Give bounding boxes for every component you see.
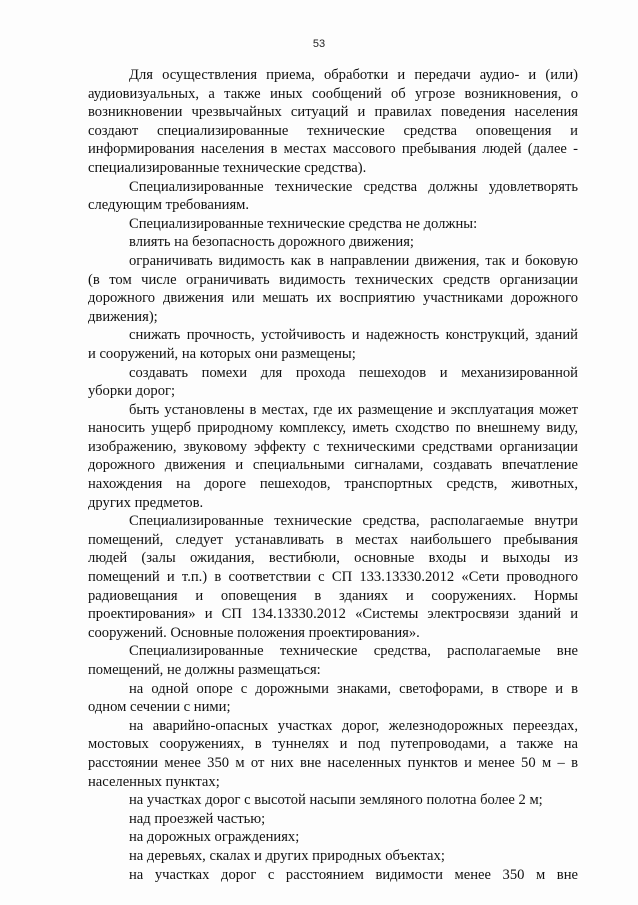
- text-line: специализированные технические средства).: [88, 159, 367, 176]
- text-line: помещений, следует устанавливать в местах наибольшего пребывания: [88, 531, 578, 548]
- text-line: уборки дорог;: [88, 383, 176, 400]
- text-line: людей (залы ожидания, вестибюли, основные входы и выходы из: [88, 550, 578, 567]
- text-line: создавать помехи для прохода пешеходов и механизированной: [129, 364, 578, 381]
- text-line: наносить ущерб природному комплексу, иметь сходство по внешнему виду,: [88, 420, 578, 437]
- text-line: населенных пунктах;: [88, 773, 220, 790]
- text-line: на аварийно-опасных участках дорог, железнодорожных переездах,: [129, 717, 578, 734]
- text-line: (в том числе ограничивать видимость технических средств организации: [88, 271, 578, 288]
- text-line: Специализированные технические средства должны удовлетворять: [129, 178, 578, 195]
- text-line: возникновении чрезвычайных ситуаций и правилах поведения населения: [88, 104, 578, 121]
- text-line: расстоянии менее 350 м от них вне населенных пунктов и менее 50 м – в: [88, 754, 578, 771]
- text-line: на деревьях, скалах и других природных объектах;: [129, 847, 445, 864]
- text-line: Для осуществления приема, обработки и передачи аудио- и (или): [129, 67, 578, 83]
- text-line: и сооружений, на которых они размещены;: [88, 345, 356, 362]
- text-line: проектирования» и СП 134.13330.2012 «Системы электросвязи зданий и: [88, 606, 578, 623]
- text-line: Специализированные технические средства, располагаемые внутри: [129, 513, 578, 530]
- text-line: влиять на безопасность дорожного движения;: [129, 234, 414, 251]
- text-line: быть установлены в местах, где их размещение и эксплуатация может: [129, 401, 578, 418]
- text-line: следующим требованиям.: [88, 197, 250, 214]
- text-line: на дорожных ограждениях;: [129, 829, 300, 846]
- text-line: движения);: [88, 308, 158, 325]
- text-line: дорожного движения или мешать их восприятию участниками дорожного: [88, 290, 578, 307]
- text-line: на участках дорог с расстоянием видимости менее 350 м вне: [129, 866, 578, 883]
- text-line: Специализированные технические средства, располагаемые вне: [129, 643, 578, 660]
- text-line: других предметов.: [88, 494, 204, 511]
- document-body: [88, 66, 578, 884]
- text-line: снижать прочность, устойчивость и надежность конструкций, зданий: [129, 327, 578, 344]
- text-line: на участках дорог с высотой насыпи земляного полотна более 2 м;: [129, 792, 543, 809]
- text-line: нахождения на дороге пешеходов, транспортных средств, животных,: [88, 476, 578, 493]
- text-line: дорожного движения и специальными сигналами, создавать впечатление: [88, 457, 578, 474]
- text-line: помещений, не должны размещаться:: [88, 662, 321, 678]
- text-line: одном сечении с ними;: [88, 699, 231, 716]
- text-line: радиовещания и оповещения в зданиях и сооружениях. Нормы: [88, 587, 578, 604]
- text-line: Специализированные технические средства не должны:: [129, 215, 478, 232]
- text-line: информирования населения в местах массового пребывания людей (далее -: [88, 141, 578, 158]
- text-line: сооружений. Основные положения проектирования».: [88, 624, 420, 641]
- text-line: на одной опоре с дорожными знаками, светофорами, в створе и в: [129, 680, 578, 697]
- page-number: 53: [312, 38, 326, 50]
- text-line: помещений и т.п.) в соответствии с СП 133.13330.2012 «Сети проводного: [88, 569, 578, 586]
- text-line: создают специализированные технические средства оповещения и: [88, 122, 578, 139]
- text-line: над проезжей частью;: [129, 810, 266, 827]
- text-line: ограничивать видимость как в направлении движения, так и боковую: [129, 252, 578, 269]
- text-line: мостовых сооружениях, в туннелях и под путепроводами, а также на: [88, 736, 578, 753]
- text-line: изображению, звуковому эффекту с техническими средствами организации: [88, 438, 578, 455]
- text-line: аудиовизуальных, а также иных сообщений об угрозе возникновения, о: [88, 85, 578, 102]
